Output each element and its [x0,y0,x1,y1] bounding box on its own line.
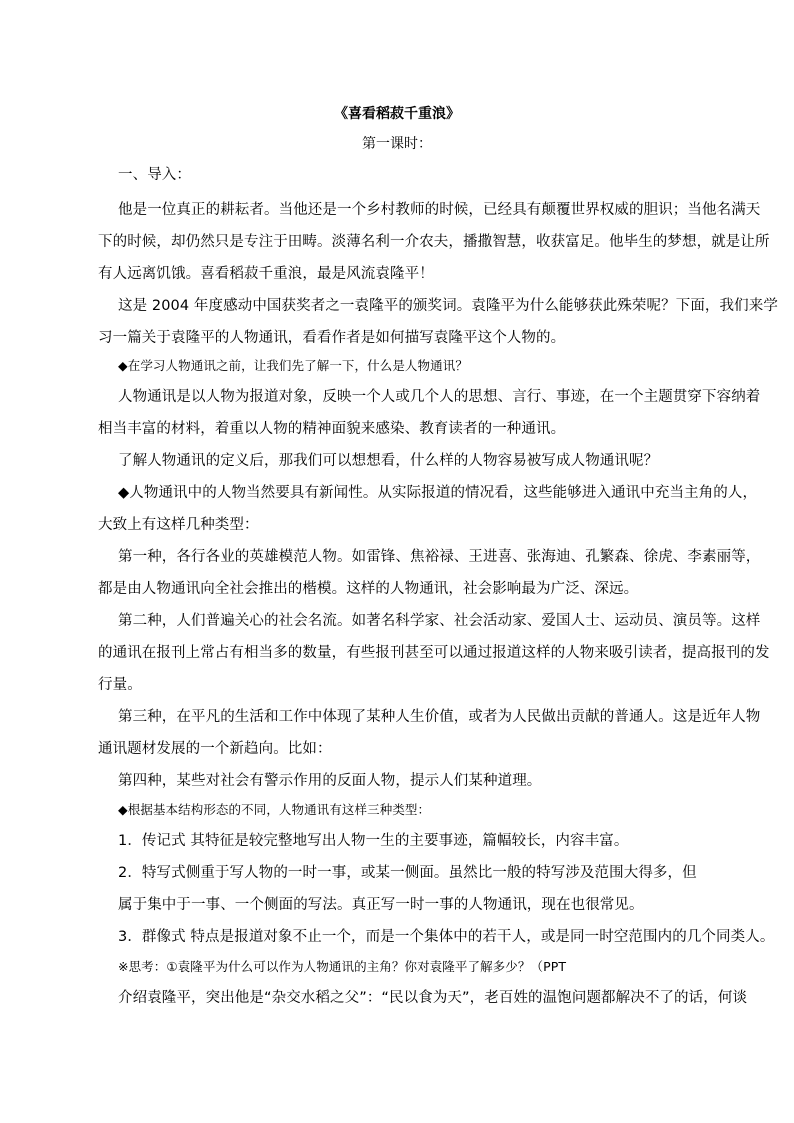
paragraph-line: 第二种，人们普遍关心的社会名流。如著名科学家、社会活动家、爱国人士、运动员、演员等。这样 [118,613,761,629]
paragraph-line: 相当丰富的材料，着重以人物的精神面貌来感染、教育读者的一种通讯。 [98,421,566,437]
bullet-line: ◆在学习人物通讯之前，让我们先了解一下，什么是人物通讯？ [118,358,468,373]
paragraph-line: 大致上有这样几种类型： [98,517,259,533]
paragraph-line: 习一篇关于袁隆平的人物通讯，看看作者是如何描写袁隆平这个人物的。 [98,330,566,346]
list-item: 3．群像式 特点是报道对象不止一个，而是一个集体中的若干人，或是同一时空范围内的几个同类人。 [118,929,775,945]
paragraph-line: 介绍袁隆平，突出他是“杂交水稻之父”：“民以食为天”，老百姓的温饱问题都解决不了的话，何谈 [118,990,748,1006]
paragraph-line: 都是由人物通讯向全社会推出的楷模。这样的人物通讯，社会影响最为广泛、深远。 [98,581,639,597]
paragraph-line: 通讯题材发展的一个新趋向。比如： [98,741,332,757]
bullet-line: ◆根据基本结构形态的不同，人物通讯有这样三种类型： [118,802,431,817]
paragraph-line: 的通讯在报刊上常占有相当多的数量，有些报刊甚至可以通过报道这样的人物来吸引读者，提高报刊的发 [98,645,770,661]
paragraph-line: 人物通讯是以人物为报道对象，反映一个人或几个人的思想、言行、事迹，在一个主题贯穿下容纳着 [118,389,761,405]
paragraph-line: 第三种，在平凡的生活和工作中体现了某种人生价值，或者为人民做出贡献的普通人。这是近年人物 [118,709,761,725]
document-title: 《喜看稻菽千重浪》 [334,106,460,122]
paragraph-line: 行量。 [98,677,142,693]
paragraph-line: 这是 2004 年度感动中国获奖者之一袁隆平的颁奖词。袁隆平为什么能够获此殊荣呢？下面，我们来学 [118,298,778,314]
paragraph-line: 属于集中于一事、一个侧面的写法。真正写一时一事的人物通讯，现在也很常见。 [118,897,644,913]
paragraph-line: 下的时候，却仍然只是专注于田畴。淡薄名利一介农夫，播撒智慧，收获富足。他毕生的梦想，就是让所 [98,234,770,250]
thinking-question: ※思考：①袁隆平为什么可以作为人物通讯的主角？你对袁隆平了解多少？（PPT [118,959,567,974]
paragraph-line: 了解人物通讯的定义后，那我们可以想想看，什么样的人物容易被写成人物通讯呢？ [118,453,659,469]
section-heading: 一、导入： [118,167,191,183]
list-item: 2．特写式侧重于写人物的一时一事，或某一侧面。虽然比一般的特写涉及范围大得多，但 [118,865,697,881]
paragraph-line: 第一种，各行各业的英雄模范人物。如雷锋、焦裕禄、王进喜、张海迪、孔繁森、徐虎、李素丽等， [118,549,761,565]
lesson-subtitle: 第一课时： [362,136,432,152]
paragraph-line: 他是一位真正的耕耘者。当他还是一个乡村教师的时候，已经具有颠覆世界权威的胆识；当他名满天 [118,202,761,218]
bullet-line: ◆人物通讯中的人物当然要具有新闻性。从实际报道的情况看，这些能够进入通讯中充当主角的人， [118,485,758,501]
list-item: 1．传记式 其特征是较完整地写出人物一生的主要事迹，篇幅较长，内容丰富。 [118,833,629,849]
paragraph-line: 有人远离饥饿。喜看稻菽千重浪，最是风流袁隆平！ [98,266,434,282]
paragraph-line: 第四种，某些对社会有警示作用的反面人物，提示人们某种道理。 [118,773,542,789]
